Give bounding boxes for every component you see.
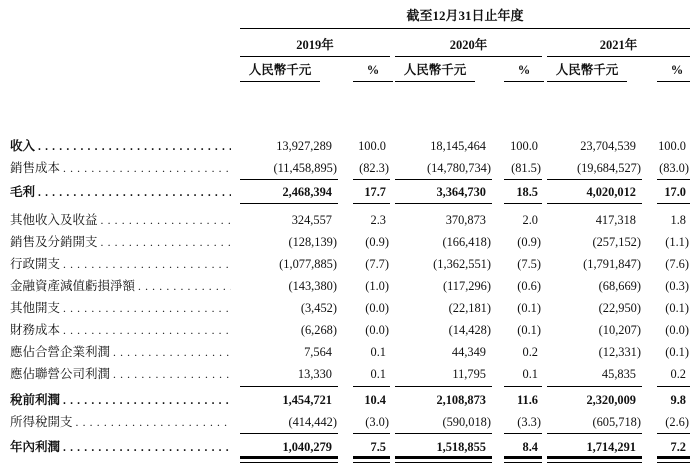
dot-leader (63, 258, 231, 273)
table-row-finance-costs (10, 319, 690, 341)
percent-2021: 1.8 (670, 213, 686, 228)
dot-leader (113, 346, 231, 361)
dot-leader (63, 441, 231, 456)
amount-2020: (22,181) (448, 301, 491, 316)
amount-2020: 44,349 (451, 345, 486, 360)
table-header-years (10, 38, 690, 57)
percent-2019: 0.1 (370, 345, 386, 360)
amount-2020: (166,418) (442, 235, 491, 250)
amount-2019: 7,564 (304, 345, 332, 360)
dot-leader (101, 236, 231, 251)
amount-2020: 370,873 (445, 213, 486, 228)
amount-2020: 1,518,855 (395, 436, 492, 463)
percent-2019: 10.4 (364, 392, 386, 407)
table-header-period (10, 8, 690, 29)
table-row-other-expenses (10, 297, 690, 319)
percent-2020: (3.3) (504, 411, 542, 434)
amount-2020: (14,780,734) (395, 157, 492, 180)
table-header-units (10, 63, 690, 82)
amount-2021: 45,835 (547, 363, 642, 386)
percent-2021: 100.0 (658, 139, 686, 153)
amount-2021: (22,950) (598, 301, 641, 316)
amount-2019: (128,139) (288, 235, 337, 250)
row-label-wrap (10, 231, 240, 253)
percent-2021: (0.1) (665, 345, 689, 360)
amount-2019: 2,468,394 (240, 181, 338, 204)
table-row-income-tax (10, 411, 690, 434)
row-label-wrap (10, 436, 240, 463)
unit-header-2019: 人民幣千元 (240, 63, 338, 82)
amount-2019: (11,458,895) (240, 157, 338, 180)
percent-2019: 2.3 (370, 213, 386, 228)
percent-2021: (0.1) (665, 301, 689, 316)
percent-2019: (0.0) (365, 301, 389, 316)
amount-2021: (12,331) (598, 345, 641, 360)
row-label: 金融資產減值虧損淨額 (10, 279, 136, 294)
percent-2019: (3.0) (353, 411, 390, 434)
row-label: 稅前利潤 (10, 392, 61, 407)
amount-2021: 4,020,012 (547, 181, 642, 204)
row-label: 收入 (10, 139, 36, 153)
amount-2021: (19,684,527) (547, 157, 642, 180)
amount-2019: (414,442) (240, 411, 338, 434)
table-row-cost-of-sales (10, 157, 690, 180)
percent-2021: 9.8 (670, 392, 686, 407)
amount-2021: (257,152) (592, 235, 641, 250)
percent-2021: (1.1) (665, 235, 689, 250)
dot-leader (63, 302, 231, 317)
row-label-wrap (10, 253, 240, 275)
row-label: 財務成本 (10, 323, 61, 338)
percent-2019: 17.7 (353, 181, 390, 204)
percent-2020: 18.5 (504, 181, 542, 204)
amount-2020: (117,296) (442, 279, 491, 294)
amount-2019: 324,557 (291, 213, 332, 228)
percent-2020: 0.1 (504, 363, 542, 386)
row-label: 銷售成本 (10, 161, 61, 175)
unit-header-2020: 人民幣千元 (395, 63, 492, 82)
unit-header-2021: 人民幣千元 (547, 63, 642, 82)
amount-2019: (3,452) (300, 301, 337, 316)
year-2020-header: 2020年 (395, 38, 542, 57)
table-row-other-income (10, 209, 690, 231)
amount-2021: 417,318 (595, 213, 636, 228)
amount-2021: (68,669) (598, 279, 641, 294)
table-row-revenue (10, 135, 690, 157)
dot-leader (76, 416, 231, 431)
percent-2019: (1.0) (365, 279, 389, 294)
percent-2019: (0.0) (365, 323, 389, 338)
row-label-wrap (10, 209, 240, 231)
percent-2021: 7.2 (657, 436, 690, 463)
amount-2019: 13,927,289 (276, 139, 332, 153)
row-label: 其他收入及收益 (10, 213, 98, 228)
percent-header-2020: % (504, 63, 542, 82)
percent-2019: 0.1 (353, 363, 390, 386)
percent-2019: 7.5 (353, 436, 390, 463)
dot-leader (113, 368, 231, 383)
table-row-impairment-losses (10, 275, 690, 297)
amount-2020: 2,108,873 (436, 392, 486, 407)
row-label: 其他開支 (10, 301, 61, 316)
dot-leader (63, 162, 231, 177)
row-label-wrap (10, 135, 240, 157)
amount-2021: 23,704,539 (580, 139, 636, 153)
dot-leader (63, 394, 231, 409)
table-row-gross-profit (10, 181, 690, 204)
table-row-share-jv-profit (10, 341, 690, 363)
percent-2020: (7.5) (517, 257, 541, 272)
percent-2019: (0.9) (365, 235, 389, 250)
amount-2020: (14,428) (448, 323, 491, 338)
percent-2020: (0.1) (517, 323, 541, 338)
amount-2020: 18,145,464 (430, 139, 486, 153)
row-label: 應佔合營企業利潤 (10, 345, 111, 360)
percent-2021: 17.0 (657, 181, 690, 204)
row-label-wrap (10, 319, 240, 341)
percent-2020: (81.5) (504, 157, 542, 180)
period-title: 截至12月31日止年度 (240, 8, 690, 29)
amount-2021: (10,207) (598, 323, 641, 338)
row-label-wrap (10, 341, 240, 363)
table-row-share-associates-profit (10, 363, 690, 386)
amount-2021: 2,320,009 (586, 392, 636, 407)
amount-2019: (6,268) (300, 323, 337, 338)
percent-2020: (0.1) (517, 301, 541, 316)
percent-2019: 100.0 (358, 139, 386, 153)
row-label: 行政開支 (10, 257, 61, 272)
row-label-wrap (10, 181, 240, 204)
amount-2019: (1,077,885) (279, 257, 337, 272)
dot-leader (63, 324, 231, 339)
amount-2021: 1,714,291 (547, 436, 642, 463)
table-row-profit-before-tax (10, 389, 690, 411)
row-label: 應佔聯營公司利潤 (10, 367, 111, 382)
row-label-wrap (10, 411, 240, 434)
row-label-wrap (10, 389, 240, 411)
percent-2019: (7.7) (365, 257, 389, 272)
percent-2020: 2.0 (522, 213, 538, 228)
dot-leader (101, 214, 231, 229)
percent-2021: (0.3) (665, 279, 689, 294)
percent-2019: (82.3) (353, 157, 390, 180)
year-2019-header: 2019年 (240, 38, 390, 57)
dot-leader (38, 140, 231, 155)
percent-2020: (0.9) (517, 235, 541, 250)
percent-header-2019: % (353, 63, 390, 82)
percent-2021: 0.2 (657, 363, 690, 386)
percent-2020: 11.6 (517, 392, 538, 407)
amount-2020: (1,362,551) (433, 257, 491, 272)
row-label-wrap (10, 275, 240, 297)
year-2021-header: 2021年 (547, 38, 690, 57)
amount-2019: 1,040,279 (240, 436, 338, 463)
row-label-wrap (10, 297, 240, 319)
amount-2019: (143,380) (288, 279, 337, 294)
percent-2020: (0.6) (517, 279, 541, 294)
table-row-profit-for-year (10, 436, 690, 463)
row-label: 毛利 (10, 185, 36, 200)
percent-2021: (7.6) (665, 257, 689, 272)
percent-2021: (0.0) (665, 323, 689, 338)
amount-2019: 13,330 (240, 363, 338, 386)
dot-leader (138, 280, 231, 295)
percent-2021: (83.0) (657, 157, 690, 180)
amount-2020: 3,364,730 (395, 181, 492, 204)
table-body (10, 135, 690, 463)
amount-2021: (605,718) (547, 411, 642, 434)
table-row-selling-expenses (10, 231, 690, 253)
amount-2020: (590,018) (395, 411, 492, 434)
row-label: 年內利潤 (10, 439, 61, 454)
row-label-wrap (10, 363, 240, 386)
amount-2021: (1,791,847) (583, 257, 641, 272)
percent-2020: 8.4 (504, 436, 542, 463)
percent-2021: (2.6) (657, 411, 690, 434)
percent-header-2021: % (657, 63, 690, 82)
row-label: 銷售及分銷開支 (10, 235, 98, 250)
table-row-admin-expenses (10, 253, 690, 275)
percent-2020: 0.2 (522, 345, 538, 360)
amount-2020: 11,795 (395, 363, 492, 386)
row-label: 所得稅開支 (10, 414, 73, 429)
percent-2020: 100.0 (510, 139, 538, 153)
dot-leader (38, 186, 231, 201)
row-label-wrap (10, 157, 240, 180)
amount-2019: 1,454,721 (282, 392, 332, 407)
